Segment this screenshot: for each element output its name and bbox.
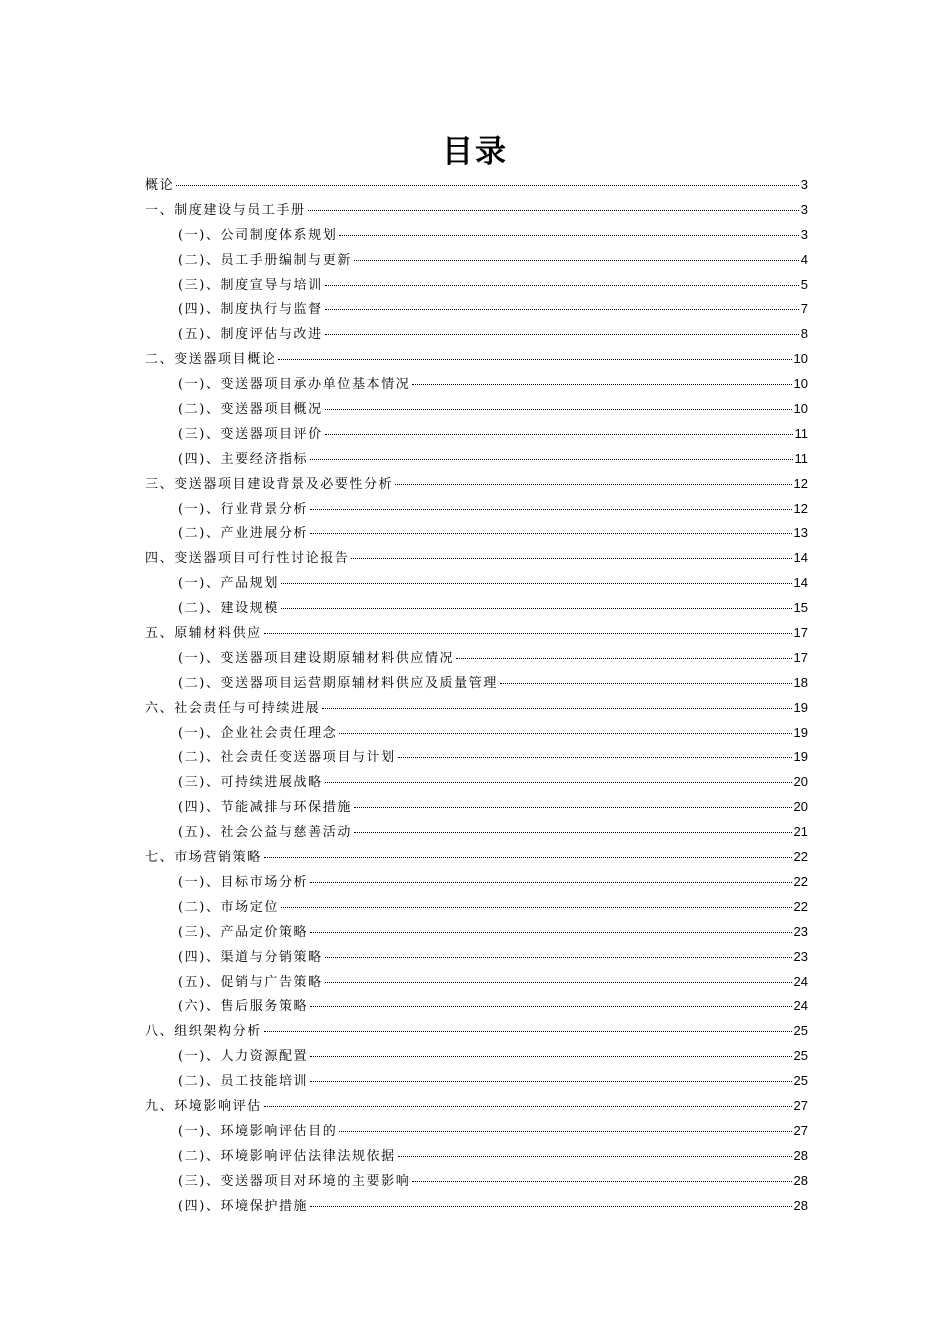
toc-dot-leader [339,235,798,236]
toc-page-number: 12 [793,500,808,516]
toc-entry-label: (四)、制度执行与监督 [178,302,323,318]
toc-page-number: 19 [793,749,808,765]
toc-page-number: 15 [793,600,808,616]
toc-entry-label: (六)、售后服务策略 [178,999,309,1015]
toc-page-number: 10 [793,351,808,367]
toc-entry-label: (二)、变送器项目运营期原辅材料供应及质量管理 [178,675,498,691]
toc-page-number: 25 [793,1023,808,1039]
toc-section-entry[interactable] [145,572,808,597]
toc-entry-label: (二)、产业进展分析 [178,526,309,542]
toc-section-entry[interactable] [145,298,808,323]
toc-chapter-entry[interactable] [145,1095,808,1120]
toc-page-number: 17 [793,649,808,665]
toc-section-entry[interactable] [145,1120,808,1145]
toc-page-number: 3 [800,226,808,242]
toc-page-number: 12 [793,475,808,491]
toc-section-entry[interactable] [145,323,808,348]
toc-chapter-entry[interactable] [145,473,808,498]
toc-dot-leader [281,907,792,908]
toc-chapter-entry[interactable] [145,199,808,224]
toc-entry-label: 八、组织架构分析 [145,1024,262,1040]
toc-section-entry[interactable] [145,597,808,622]
toc-dot-leader [456,658,791,659]
toc-page-number: 25 [793,1073,808,1089]
toc-page-number: 3 [800,177,808,192]
toc-entry-label: (一)、变送器项目承办单位基本情况 [178,377,411,393]
toc-entry-label: (五)、制度评估与改进 [178,327,323,343]
toc-dot-leader [398,1156,792,1157]
toc-page-number: 24 [793,973,808,989]
toc-section-entry[interactable] [145,821,808,846]
toc-section-entry[interactable] [145,1145,808,1170]
toc-page-number: 21 [793,824,808,840]
toc-dot-leader [264,633,792,634]
toc-entry-label: (三)、制度宣导与培训 [178,277,323,293]
toc-section-entry[interactable] [145,771,808,796]
toc-page-number: 27 [793,1122,808,1138]
toc-section-entry[interactable] [145,249,808,274]
toc-chapter-entry[interactable] [145,846,808,871]
toc-dot-leader [325,309,799,310]
toc-dot-leader [278,359,791,360]
toc-entry-label: 五、原辅材料供应 [145,626,262,642]
toc-section-entry[interactable] [145,921,808,946]
table-of-contents [145,174,808,1219]
toc-entry-label: 六、社会责任与可持续进展 [145,700,321,716]
toc-entry-label: 一、制度建设与员工手册 [145,202,306,218]
toc-page-number: 10 [793,401,808,417]
toc-chapter-entry[interactable] [145,547,808,572]
toc-dot-leader [354,832,792,833]
toc-dot-leader [339,1131,791,1132]
toc-chapter-entry[interactable] [145,348,808,373]
toc-page-number: 11 [794,450,808,466]
toc-dot-leader [281,583,792,584]
toc-entry-label: (二)、市场定位 [178,899,279,915]
toc-entry-label: (二)、员工技能培训 [178,1074,309,1090]
toc-entry-label: 四、变送器项目可行性讨论报告 [145,551,350,567]
toc-dot-leader [322,708,791,709]
toc-entry-label: (二)、变送器项目概况 [178,402,323,418]
toc-dot-leader [351,558,791,559]
toc-page-number: 28 [793,1197,808,1213]
toc-chapter-entry[interactable] [145,1020,808,1045]
toc-section-entry[interactable] [145,871,808,896]
toc-entry-label: 七、市场营销策略 [145,850,262,866]
toc-section-entry[interactable] [145,522,808,547]
toc-section-entry[interactable] [145,1070,808,1095]
toc-section-entry[interactable] [145,1045,808,1070]
toc-dot-leader [412,384,791,385]
toc-section-entry[interactable] [145,647,808,672]
toc-dot-leader [339,733,791,734]
toc-section-entry[interactable] [145,796,808,821]
toc-section-entry[interactable] [145,423,808,448]
toc-page-number: 28 [793,1147,808,1163]
toc-page-number: 23 [793,923,808,939]
toc-entry-label: (一)、环境影响评估目的 [178,1123,338,1139]
toc-page-number: 18 [793,674,808,690]
toc-section-entry[interactable] [145,224,808,249]
toc-dot-leader [281,608,792,609]
toc-entry-label: (二)、员工手册编制与更新 [178,252,352,268]
toc-section-entry[interactable] [145,373,808,398]
toc-page-number: 19 [793,699,808,715]
toc-dot-leader [354,807,792,808]
toc-entry-label: (五)、促销与广告策略 [178,974,323,990]
toc-dot-leader [398,757,792,758]
toc-section-entry[interactable] [145,746,808,771]
toc-page-number: 23 [793,948,808,964]
toc-dot-leader [325,982,792,983]
toc-dot-leader [325,334,799,335]
toc-dot-leader [310,533,791,534]
toc-page-number: 27 [793,1097,808,1113]
toc-dot-leader [310,882,791,883]
toc-entry-label: (三)、变送器项目评价 [178,426,323,442]
toc-dot-leader [325,434,793,435]
toc-chapter-entry[interactable] [145,697,808,722]
toc-section-entry[interactable] [145,946,808,971]
toc-dot-leader [264,1106,792,1107]
toc-entry-label: (四)、主要经济指标 [178,451,309,467]
toc-page-number: 24 [793,998,808,1014]
toc-entry-label: (一)、公司制度体系规划 [178,227,338,243]
toc-dot-leader [500,683,792,684]
toc-dot-leader [310,1206,791,1207]
toc-section-entry[interactable] [145,896,808,921]
toc-dot-leader [395,484,791,485]
page-title: 目录 [442,134,508,170]
toc-page-number: 13 [793,525,808,541]
toc-dot-leader [325,285,799,286]
toc-entry-label: (五)、社会公益与慈善活动 [178,825,352,841]
toc-entry-label: (一)、目标市场分析 [178,874,309,890]
toc-page-number: 8 [800,326,808,342]
toc-section-entry[interactable] [145,672,808,697]
toc-section-entry[interactable] [145,995,808,1020]
toc-entry-label: (二)、建设规模 [178,601,279,617]
toc-page-number: 20 [793,799,808,815]
toc-page-number: 7 [800,301,808,317]
toc-dot-leader [310,1006,791,1007]
toc-entry-label: (四)、渠道与分销策略 [178,949,323,965]
toc-section-entry[interactable] [145,1170,808,1195]
toc-dot-leader [325,957,792,958]
toc-entry-label: 九、环境影响评估 [145,1098,262,1114]
toc-dot-leader [308,210,799,211]
toc-page-number: 17 [793,625,808,641]
toc-dot-leader [310,509,791,510]
toc-entry-label: (四)、环境保护措施 [178,1198,309,1214]
toc-section-entry[interactable] [145,398,808,423]
toc-page-number: 22 [793,898,808,914]
toc-entry-label: (一)、企业社会责任理念 [178,725,338,741]
toc-page-number: 14 [793,550,808,566]
toc-dot-leader [264,857,792,858]
toc-dot-leader [310,1056,791,1057]
toc-dot-leader [354,260,799,261]
toc-entry-label: 二、变送器项目概论 [145,352,277,368]
toc-page-number: 22 [793,873,808,889]
toc-section-entry[interactable] [145,448,808,473]
toc-page-number: 14 [793,575,808,591]
toc-dot-leader [264,1031,792,1032]
toc-section-entry[interactable] [145,274,808,299]
toc-dot-leader [176,185,799,186]
toc-page-number: 19 [793,724,808,740]
toc-dot-leader [412,1181,791,1182]
toc-entry-label: 三、变送器项目建设背景及必要性分析 [145,476,394,492]
toc-entry-label: (一)、行业背景分析 [178,501,309,517]
toc-section-entry[interactable] [145,971,808,996]
toc-dot-leader [310,932,791,933]
toc-entry-label: (二)、社会责任变送器项目与计划 [178,750,396,766]
toc-page-number: 11 [794,425,808,441]
toc-entry-label: (二)、环境影响评估法律法规依据 [178,1148,396,1164]
toc-dot-leader [325,409,792,410]
toc-page-number: 28 [793,1172,808,1188]
toc-section-entry[interactable] [145,1195,808,1220]
toc-section-entry[interactable] [145,498,808,523]
toc-chapter-entry[interactable] [145,622,808,647]
toc-page-number: 22 [793,849,808,865]
toc-section-entry[interactable] [145,722,808,747]
toc-chapter-entry[interactable] [145,174,808,199]
toc-entry-label: 概论 [145,178,175,193]
toc-entry-label: (一)、产品规划 [178,576,279,592]
toc-dot-leader [310,459,792,460]
toc-page-number: 25 [793,1048,808,1064]
toc-page-number: 4 [800,251,808,267]
toc-page-number: 3 [800,201,808,217]
toc-page-number: 10 [793,376,808,392]
toc-entry-label: (四)、节能减排与环保措施 [178,800,352,816]
toc-page-number: 20 [793,774,808,790]
toc-page-number: 5 [800,276,808,292]
toc-dot-leader [310,1081,791,1082]
toc-entry-label: (三)、产品定价策略 [178,924,309,940]
toc-dot-leader [325,782,792,783]
toc-entry-label: (三)、可持续进展战略 [178,775,323,791]
toc-entry-label: (一)、人力资源配置 [178,1049,309,1065]
toc-entry-label: (一)、变送器项目建设期原辅材料供应情况 [178,650,455,666]
toc-entry-label: (三)、变送器项目对环境的主要影响 [178,1173,411,1189]
